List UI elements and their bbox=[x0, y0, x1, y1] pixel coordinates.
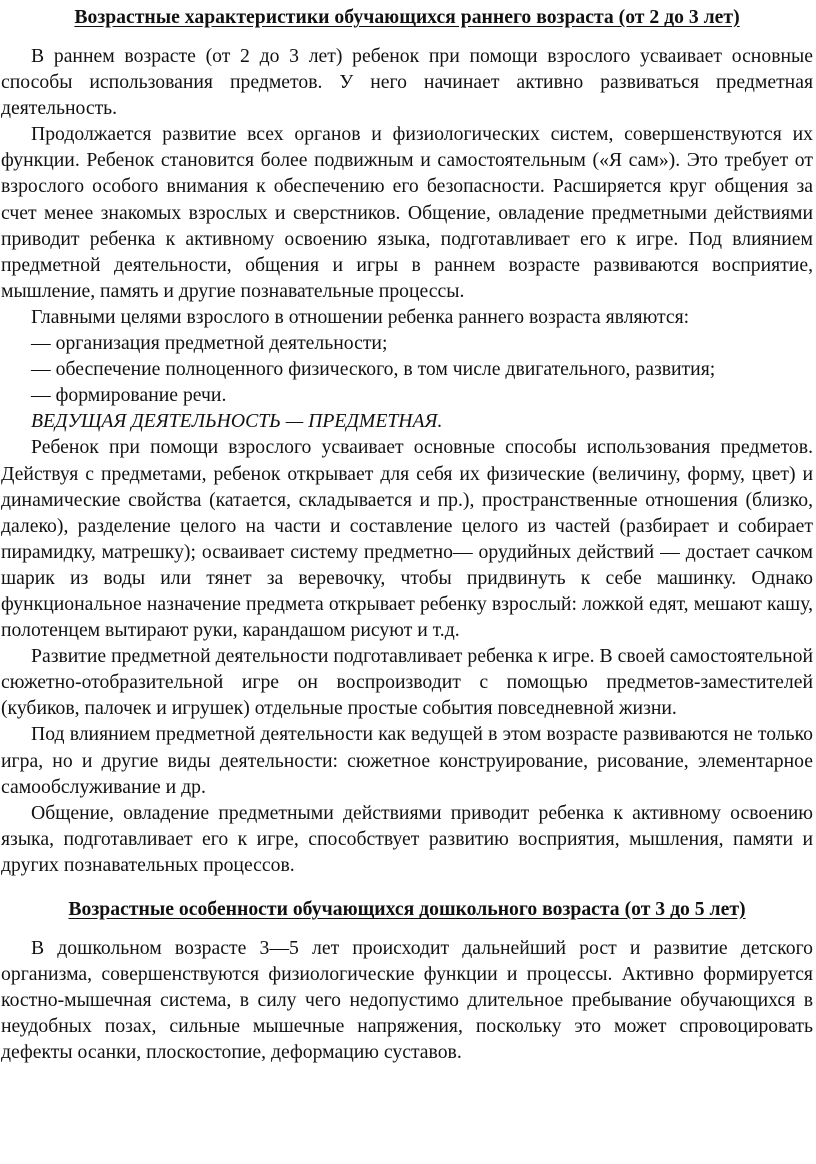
paragraph-goals-intro: Главными целями взрослого в отношении ребенка раннего возраста являются: bbox=[31, 305, 690, 328]
list-item-goal: — организация предметной деятельности; bbox=[31, 332, 388, 355]
list-item-goal: — формирование речи. bbox=[31, 384, 227, 407]
paragraph-play: Развитие предметной деятельности подготавливает ребенка к игре. В своей самостоятельной сюжетно-отобразительной игре он воспроизводит с помощью предметов-заместителей (кубиков, палочек и игрушек) отдельные простые события повседневной жизни. bbox=[1, 645, 813, 720]
paragraph-intro: В раннем возрасте (от 2 до 3 лет) ребенок при помощи взрослого усваивает основные способы использования предметов. У него начинает активно развиваться предметная деятельность. bbox=[1, 45, 813, 120]
paragraph-preschool-development: В дошкольном возрасте 3—5 лет происходит дальнейший рост и развитие детского организма, совершенствуются физиологические функции и процессы. Активно формируется костно-мышечная система, в силу чего недопустимо длительное пребывание обучающихся в неудобных позах, сильные мышечные напряжения, поскольку это может спровоцировать дефекты осанки, плоскостопие, деформацию суставов. bbox=[1, 937, 813, 1064]
section-title-preschool: Возрастные особенности обучающихся дошкольного возраста (от 3 до 5 лет) bbox=[68, 898, 746, 920]
paragraph-communication: Общение, овладение предметными действиями приводит ребенка к активному освоению языка, подготавливает его к игре, способствует развитию восприятия, мышления, памяти и других познавательных процессов. bbox=[1, 801, 813, 876]
list-item-goal: — обеспечение полноценного физического, в том числе двигательного, развития; bbox=[31, 358, 716, 381]
paragraph-development: Продолжается развитие всех органов и физиологических систем, совершенствуются их функции. Ребенок становится более подвижным и самостоятельным («Я сам»). Это требует от взрослого особого внимания к обеспечению его безопасности. Расширяется круг общения за счет менее знакомых взрослых и сверстников. Общение, овладение предметными действиями приводит ребенка к активному освоению языка, подготавливает его к игре. Под влиянием предметной деятельности, общения и игры в раннем возрасте развиваются восприятие, мышление, память и другие познавательные процессы. bbox=[1, 123, 813, 302]
section-title-early-age: Возрастные характеристики обучающихся раннего возраста (от 2 до 3 лет) bbox=[74, 6, 740, 28]
leading-activity-heading: ВЕДУЩАЯ ДЕЯТЕЛЬНОСТЬ — ПРЕДМЕТНАЯ. bbox=[31, 410, 443, 433]
paragraph-other-activities: Под влиянием предметной деятельности как ведущей в этом возрасте развиваются не только игра, но и другие виды деятельности: сюжетное конструирование, рисование, элементарное самообслуживание и др. bbox=[1, 723, 813, 798]
paragraph-object-activity: Ребенок при помощи взрослого усваивает основные способы использования предметов. Действуя с предметами, ребенок открывает для себя их физические (величину, форму, цвет) и динамические свойства (катается, складывается и пр.), пространственные отношения (близко, далеко), разделение целого на части и составление целого из частей (разбирает и собирает пирамидку, матрешку); осваивает систему предметно— орудийных действий — достает сачком шарик из воды или тянет за веревочку, чтобы придвинуть к себе машинку. Однако функциональное назначение предмета открывает ребенку взрослый: ложкой едят, мешают кашу, полотенцем вытирают руки, карандашом рисуют и т.д. bbox=[1, 436, 813, 642]
